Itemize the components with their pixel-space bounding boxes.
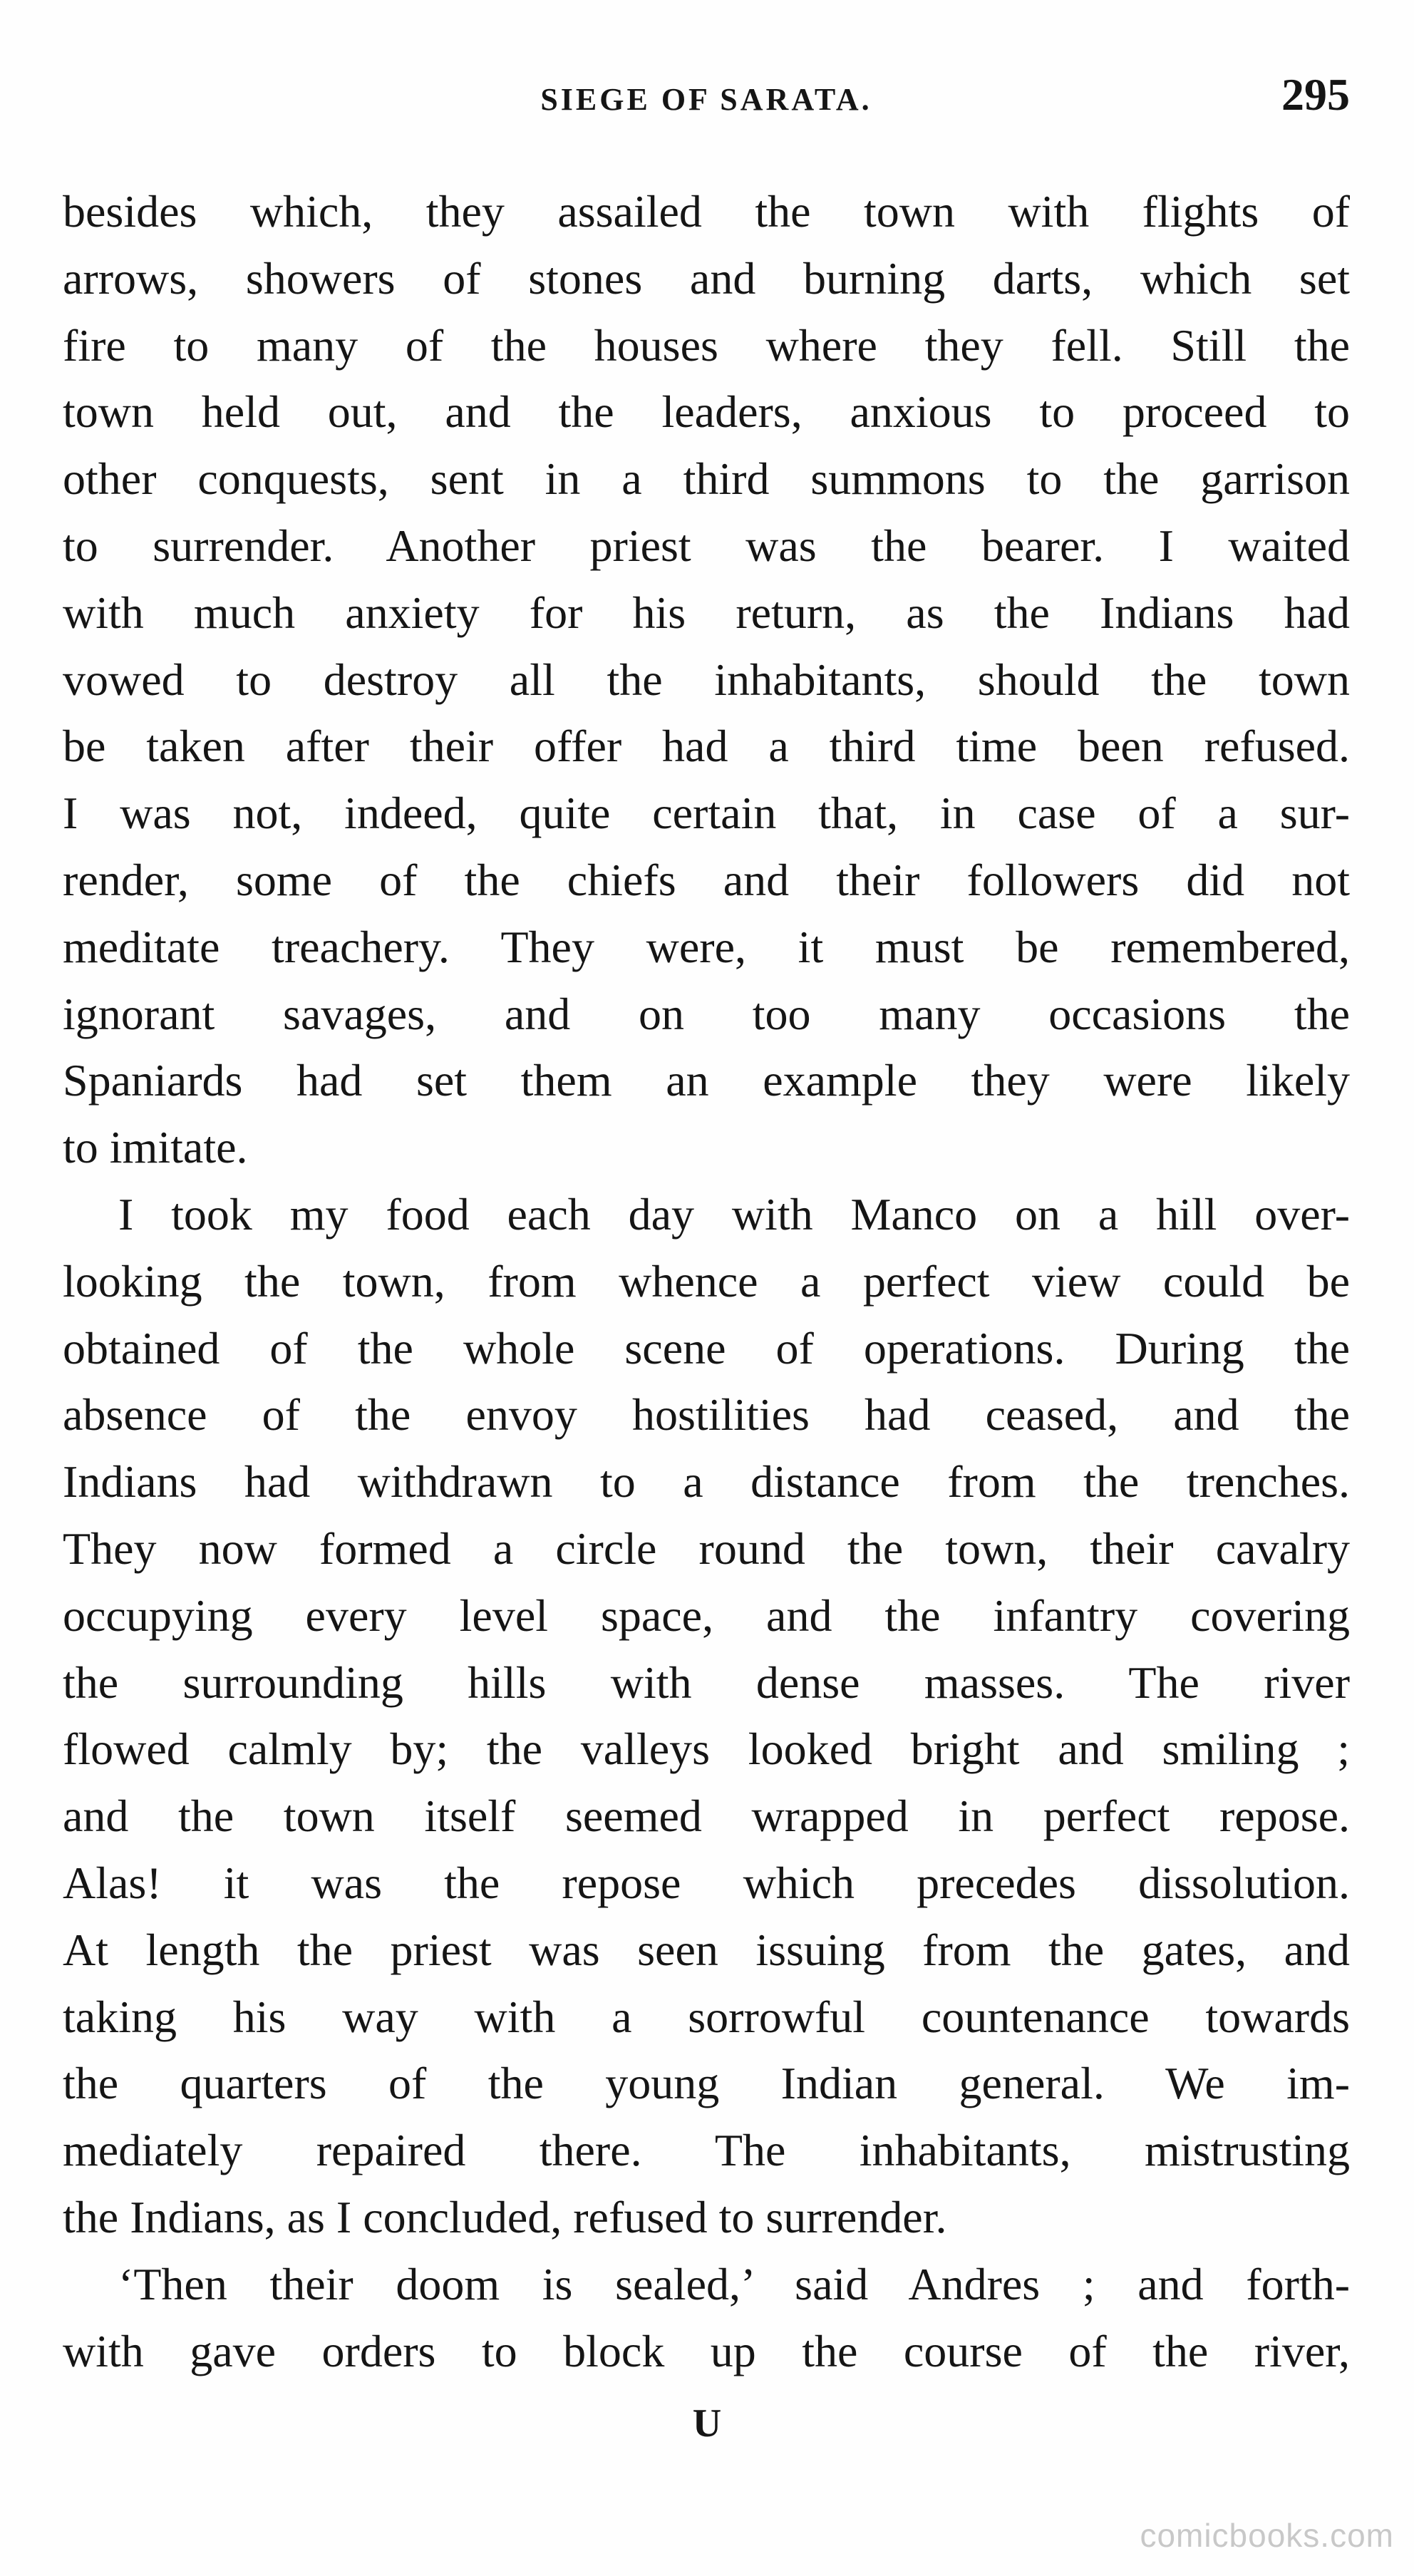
text-line: ‘Then their doom is sealed,’ said Andres ; and forth- — [118, 2258, 1350, 2309]
body-text — [63, 178, 1350, 2384]
text-line: I was not, indeed, quite certain that, in case of a sur- — [63, 788, 1350, 839]
text-line: occupying every level space, and the infantry covering — [63, 1590, 1350, 1641]
text-line: render, some of the chiefs and their followers did not — [63, 854, 1350, 905]
text-line: obtained of the whole scene of operations. During the — [63, 1322, 1350, 1374]
text-line: ignorant savages, and on too many occasions the — [63, 988, 1350, 1039]
text-line: the Indians, as I concluded, refused to surrender. — [63, 2191, 947, 2242]
watermark: comicbooks.com — [1140, 2517, 1394, 2554]
text-line: arrows, showers of stones and burning darts, which set — [63, 252, 1350, 304]
running-title: SIEGE OF SARATA. — [540, 82, 872, 117]
text-line: vowed to destroy all the inhabitants, should the town — [63, 654, 1350, 705]
text-line: meditate treachery. They were, it must be remembered, — [63, 921, 1350, 972]
text-line: fire to many of the houses where they fell. Still the — [63, 319, 1350, 371]
text-line: with much anxiety for his return, as the Indians had — [63, 587, 1350, 638]
text-line: looking the town, from whence a perfect view could be — [63, 1255, 1350, 1307]
text-line: with gave orders to block up the course of the river, — [63, 2325, 1350, 2376]
text-line: and the town itself seemed wrapped in perfect repose. — [63, 1791, 1350, 1842]
text-line: town held out, and the leaders, anxious to proceed to — [63, 386, 1350, 438]
page-header — [63, 68, 1350, 133]
text-line: flowed calmly by; the valleys looked bright and smiling ; — [63, 1724, 1350, 1775]
text-line: other conquests, sent in a third summons to the garrison — [63, 453, 1350, 505]
text-line: Alas! it was the repose which precedes dissolution. — [63, 1857, 1350, 1908]
text-line: taking his way with a sorrowful countenance towards — [63, 1991, 1350, 2042]
text-line: the surrounding hills with dense masses. The river — [63, 1657, 1350, 1708]
text-line: the quarters of the young Indian general. We im- — [63, 2058, 1350, 2109]
text-line: to imitate. — [63, 1122, 248, 1173]
text-line: mediately repaired there. The inhabitants, mistrusting — [63, 2125, 1350, 2176]
text-line: I took my food each day with Manco on a hill over- — [118, 1188, 1350, 1240]
page-number: 295 — [1281, 69, 1350, 120]
text-line: besides which, they assailed the town with flights of — [63, 186, 1350, 237]
text-line: be taken after their offer had a third time been refused. — [63, 721, 1350, 772]
signature-mark: U — [692, 2401, 722, 2446]
text-line: Spaniards had set them an example they were likely — [63, 1055, 1350, 1106]
text-line: Indians had withdrawn to a distance from the trenches. — [63, 1456, 1350, 1508]
text-line: to surrender. Another priest was the bearer. I waited — [63, 520, 1350, 571]
text-line: At length the priest was seen issuing from the gates, and — [63, 1924, 1350, 1975]
text-line: absence of the envoy hostilities had ceased, and the — [63, 1389, 1350, 1441]
text-line: They now formed a circle round the town, their cavalry — [63, 1523, 1350, 1574]
